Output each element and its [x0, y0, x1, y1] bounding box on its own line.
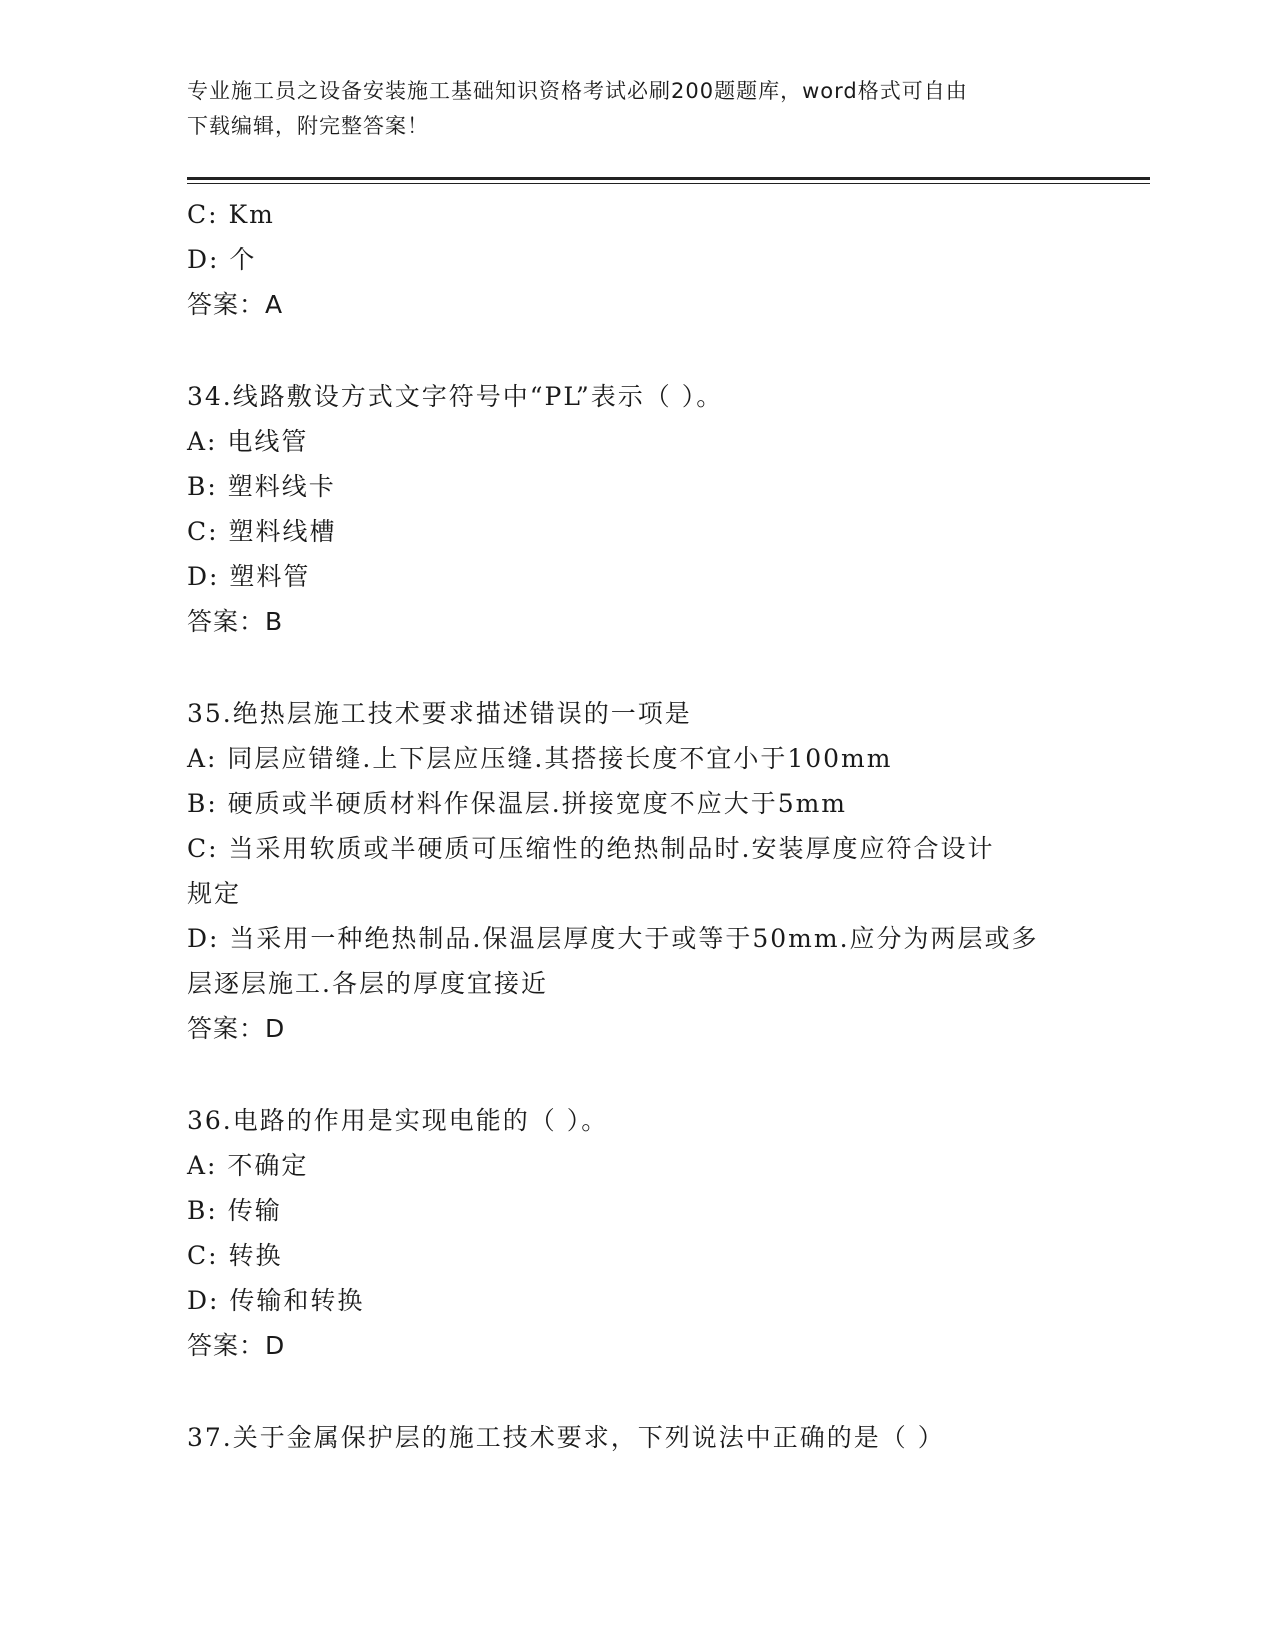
- header-line-2: 下载编辑，附完整答案！: [187, 114, 429, 138]
- answer: 答案：D: [187, 1331, 286, 1360]
- question-text: 35.绝热层施工技术要求描述错误的一项是: [187, 699, 692, 728]
- question-33-continued: [187, 192, 1087, 327]
- question-36: [187, 1098, 1087, 1368]
- option-d: D: 个: [187, 245, 257, 274]
- option-b: B: 硬质或半硬质材料作保温层.拼接宽度不应大于5mm: [187, 789, 848, 818]
- option-d: D: 塑料管: [187, 562, 311, 591]
- question-text: 36.电路的作用是实现电能的（ ）。: [187, 1106, 609, 1135]
- header-line-1: 专业施工员之设备安装施工基础知识资格考试必刷200题题库，word格式可自由: [187, 79, 968, 103]
- question-text: 37.关于金属保护层的施工技术要求，下列说法中正确的是（ ）: [187, 1423, 945, 1452]
- answer: 答案：A: [187, 290, 284, 319]
- option-b: B: 塑料线卡: [187, 472, 336, 501]
- question-list: [187, 192, 1087, 1460]
- option-a: A: 不确定: [187, 1151, 309, 1180]
- question-34: [187, 374, 1087, 644]
- option-a: A: 电线管: [187, 427, 309, 456]
- question-35: [187, 691, 1087, 1051]
- header-divider-thin: [187, 183, 1150, 184]
- option-c: C: 塑料线槽: [187, 517, 337, 546]
- option-d-line-2: 层逐层施工.各层的厚度宜接近: [187, 969, 548, 998]
- answer: 答案：D: [187, 1014, 286, 1043]
- option-c: C: Km: [187, 200, 275, 229]
- option-d-line-1: D: 当采用一种绝热制品.保温层厚度大于或等于50mm.应分为两层或多: [187, 924, 1039, 953]
- option-a: A: 同层应错缝.上下层应压缝.其搭接长度不宜小于100mm: [187, 744, 893, 773]
- document-header: [187, 74, 1067, 144]
- option-b: B: 传输: [187, 1196, 282, 1225]
- option-c-line-2: 规定: [187, 879, 242, 908]
- header-divider-thick: [187, 177, 1150, 180]
- option-c: C: 转换: [187, 1241, 283, 1270]
- option-c-line-1: C: 当采用软质或半硬质可压缩性的绝热制品时.安装厚度应符合设计: [187, 834, 995, 863]
- question-text: 34.线路敷设方式文字符号中“PL”表示（ ）。: [187, 382, 724, 411]
- question-37: [187, 1415, 1087, 1460]
- answer: 答案：B: [187, 607, 284, 636]
- option-d: D: 传输和转换: [187, 1286, 365, 1315]
